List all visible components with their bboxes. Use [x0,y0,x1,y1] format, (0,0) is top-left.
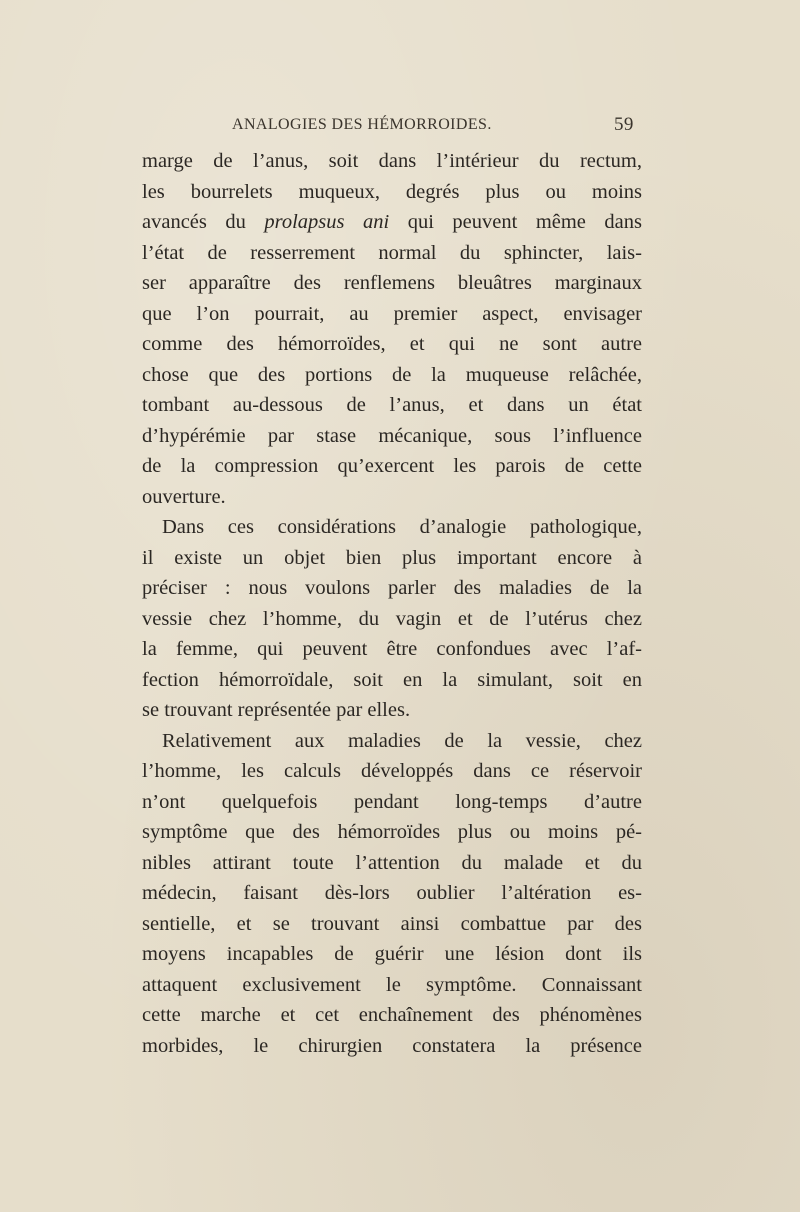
text-line: d’hypérémie par stase mécanique, sous l’influence [142,424,642,447]
text-line: l’état de resserrement normal du sphincter, lais- [142,241,642,264]
running-title: ANALOGIES DES HÉMORROIDES. [232,116,492,133]
text-line: ser apparaître des renflemens bleuâtres marginaux [142,272,642,294]
text-line: n’ont quelquefois pendant long-temps d’autre [142,790,642,813]
text-line: tombant au-dessous de l’anus, et dans un état [142,394,642,416]
page-number: 59 [614,114,634,135]
latin-term: prolapsus ani [264,211,390,233]
text-line: moyens incapables de guérir une lésion dont ils [142,943,642,965]
running-header [232,116,662,140]
text-line: morbides, le chirurgien constatera la présence [142,1034,642,1057]
text-line: avancés du prolapsus ani qui peuvent même dans [142,211,642,233]
text-line: il existe un objet bien plus important encore à [142,546,642,569]
text-line: nibles attirant toute l’attention du malade et du [142,851,642,874]
text-line: se trouvant représentée par elles. [142,699,411,721]
text-line: marge de l’anus, soit dans l’intérieur du rectum, [142,150,642,172]
text-line: symptôme que des hémorroïdes plus ou moins pé- [142,821,642,843]
body-text [142,146,642,1061]
text-line: préciser : nous voulons parler des maladies de la [142,577,642,599]
text-line: fection hémorroïdale, soit en la simulant, soit en [142,668,642,691]
text-line: chose que des portions de la muqueuse relâchée, [142,363,642,386]
text-line: Relativement aux maladies de la vessie, chez [162,729,642,752]
text-line: que l’on pourrait, au premier aspect, envisager [142,302,642,325]
text-line: sentielle, et se trouvant ainsi combattue par des [142,912,642,935]
text-line: les bourrelets muqueux, degrés plus ou moins [142,180,642,203]
text-line: attaquent exclusivement le symptôme. Connaissant [142,973,642,996]
text-line: comme des hémorroïdes, et qui ne sont autre [142,333,642,355]
text-line: la femme, qui peuvent être confondues avec l’af- [142,638,642,660]
text-line: ouverture. [142,485,226,508]
text-line: médecin, faisant dès-lors oublier l’altération es- [142,882,642,904]
text-line: Dans ces considérations d’analogie pathologique, [162,516,642,538]
text-line: cette marche et cet enchaînement des phénomènes [142,1004,642,1026]
text-line: vessie chez l’homme, du vagin et de l’utérus chez [142,607,642,630]
text-line: l’homme, les calculs développés dans ce réservoir [142,760,642,782]
text-line: de la compression qu’exercent les parois de cette [142,455,642,477]
